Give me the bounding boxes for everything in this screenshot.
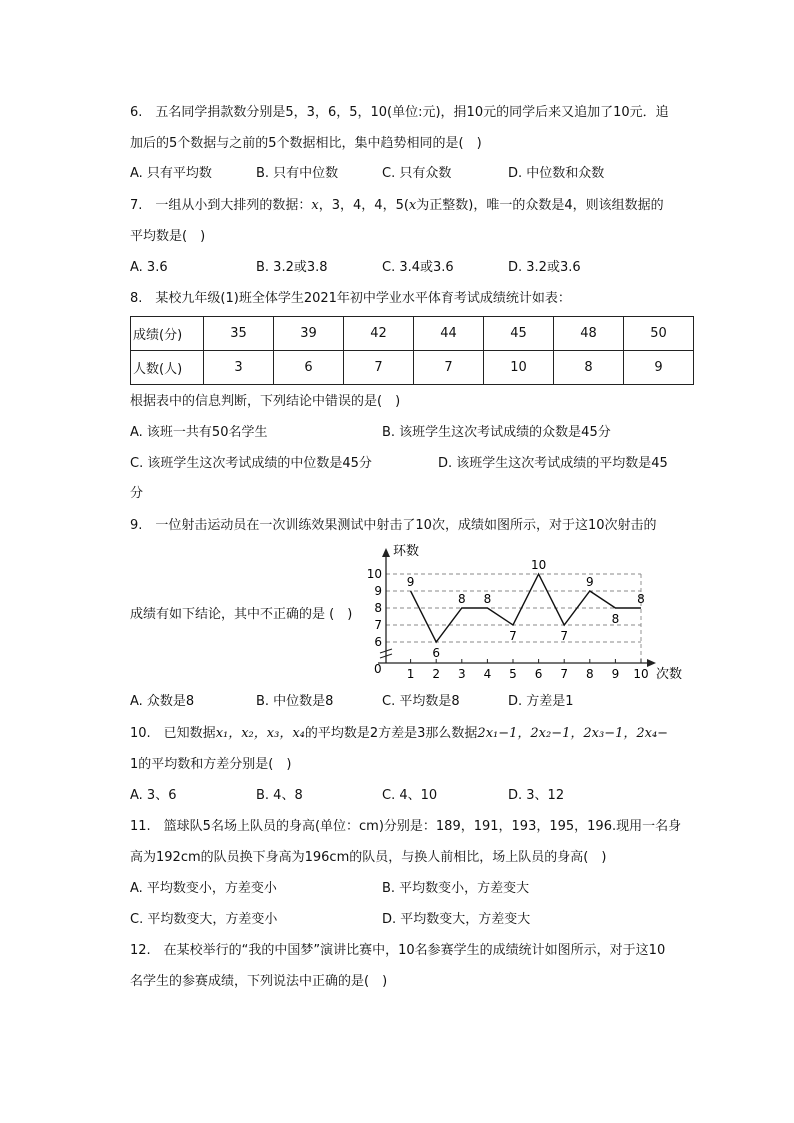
q10-expr: 2x₁−1，2x₂−1，2x₃−1，2x₄− <box>477 726 669 741</box>
y-tick-label: 7 <box>374 618 382 632</box>
q10-text-a: 10. 已知数据 <box>130 726 216 741</box>
x-tick-label: 2 <box>432 667 441 681</box>
table-cell-score: 50 <box>624 317 694 351</box>
x-tick-label: 5 <box>509 667 517 681</box>
q11-stem-line1: 11. 篮球队5名场上队员的身高(单位：cm)分别是：189，191，193，195，196.现用一名身 <box>130 819 682 834</box>
x-tick-label: 3 <box>457 667 466 681</box>
y-tick-label: 6 <box>374 635 382 649</box>
y-axis-label: 环数 <box>393 544 420 559</box>
q12-stem-line2: 名学生的参赛成绩，下列说法中正确的是( ) <box>130 974 388 989</box>
q7-option-d[interactable]: D. 3.2或3.6 <box>508 260 581 275</box>
table-cell-score: 45 <box>484 317 554 351</box>
table-header-count: 人数(人) <box>131 351 204 385</box>
q6-stem-line2: 加后的5个数据与之前的5个数据相比，集中趋势相同的是( ) <box>130 136 482 151</box>
q10-stem-line1 <box>130 725 668 743</box>
x-tick-label: 8 <box>585 667 594 681</box>
x-tick-label: 4 <box>483 667 492 681</box>
data-label: 8 <box>483 592 492 606</box>
q7-option-c[interactable]: C. 3.4或3.6 <box>382 260 454 275</box>
q9-option-a[interactable]: A. 众数是8 <box>130 694 195 709</box>
data-label: 9 <box>585 575 594 589</box>
q6-option-a[interactable]: A. 只有平均数 <box>130 166 212 181</box>
table-cell-count: 8 <box>554 351 624 385</box>
q10-option-b[interactable]: B. 4、8 <box>256 788 303 803</box>
q11-option-d[interactable]: D. 平均数变大，方差变大 <box>382 912 531 927</box>
x-tick-label: 9 <box>611 667 620 681</box>
q7-option-b[interactable]: B. 3.2或3.8 <box>256 260 328 275</box>
x-tick-label: 1 <box>406 667 415 681</box>
chart-y-ticks <box>367 567 382 649</box>
y-tick-label: 8 <box>374 601 382 615</box>
q9-option-c[interactable]: C. 平均数是8 <box>382 694 460 709</box>
table-cell-score: 35 <box>204 317 274 351</box>
q7-var-x: x <box>311 198 319 213</box>
q10-text-b: 的平均数是2方差是3那么数据 <box>304 726 478 741</box>
q8-stem-line1: 8. 某校九年级(1)班全体学生2021年初中学业水平体育考试成绩统计如表： <box>130 291 571 306</box>
table-cell-count: 10 <box>484 351 554 385</box>
table-cell-score: 39 <box>274 317 344 351</box>
y-axis-arrow <box>382 548 390 557</box>
q10-option-d[interactable]: D. 3、12 <box>508 788 565 803</box>
q10-option-a[interactable]: A. 3、6 <box>130 788 177 803</box>
table-cell-count: 9 <box>624 351 694 385</box>
chart-data-labels <box>407 558 645 660</box>
origin-label: 0 <box>374 662 382 676</box>
q11-option-c[interactable]: C. 平均数变大，方差变小 <box>130 912 278 927</box>
table-cell-score: 42 <box>344 317 414 351</box>
q7-text-c: 为正整数)，唯一的众数是4，则该组数据的 <box>416 198 664 213</box>
table-cell-count: 6 <box>274 351 344 385</box>
q9-option-d[interactable]: D. 方差是1 <box>508 694 574 709</box>
x-tick-label: 7 <box>560 667 569 681</box>
q10-vars: x₁，x₂，x₃，x₄ <box>215 726 305 741</box>
x-tick-label: 10 <box>633 667 649 681</box>
q9-option-b[interactable]: B. 中位数是8 <box>256 694 334 709</box>
q7-var-x2: x <box>408 198 417 213</box>
data-label: 8 <box>611 612 620 626</box>
table-cell-count: 3 <box>204 351 274 385</box>
q8-option-d-cont: 分 <box>130 486 144 501</box>
q8-option-c[interactable]: C. 该班学生这次考试成绩的中位数是45分 <box>130 456 372 471</box>
x-tick-label: 6 <box>534 667 543 681</box>
q6-option-b[interactable]: B. 只有中位数 <box>256 166 339 181</box>
q12-stem-line1: 12. 在某校举行的“我的中国梦”演讲比赛中，10名参赛学生的成绩统计如图所示，对于这10 <box>130 943 666 958</box>
q8-after-table: 根据表中的信息判断，下列结论中错误的是( ) <box>130 394 401 409</box>
data-label: 7 <box>509 629 517 643</box>
q6-option-c[interactable]: C. 只有众数 <box>382 166 452 181</box>
y-tick-label: 9 <box>374 584 382 598</box>
x-axis-arrow <box>647 659 656 667</box>
q11-option-b[interactable]: B. 平均数变小，方差变大 <box>382 881 530 896</box>
q8-option-d[interactable]: D. 该班学生这次考试成绩的平均数是45 <box>438 456 668 471</box>
q7-text-b: ，3，4，4，5( <box>318 198 409 213</box>
q11-stem-line2: 高为192cm的队员换下身高为196cm的队员，与换人前相比，场上队员的身高( ) <box>130 850 607 865</box>
chart-x-ticks <box>407 659 649 681</box>
chart-axes <box>374 543 682 682</box>
q10-option-c[interactable]: C. 4、10 <box>382 788 438 803</box>
q9-stem-line2: 成绩有如下结论，其中不正确的是 ( ) <box>130 607 353 622</box>
data-label: 10 <box>530 558 547 572</box>
q8-option-a[interactable]: A. 该班一共有50名学生 <box>130 425 268 440</box>
table-cell-score: 48 <box>554 317 624 351</box>
data-label: 9 <box>406 575 415 589</box>
q6-stem-line1: 6. 五名同学捐款数分别是5，3，6，5，10(单位:元)，捐10元的同学后来又追加了10元．追 <box>130 105 669 120</box>
data-label: 8 <box>457 592 466 606</box>
y-tick-label: 10 <box>366 567 382 581</box>
data-label: 6 <box>432 646 441 660</box>
table-header-score: 成绩(分) <box>131 317 204 351</box>
data-label: 7 <box>560 629 569 643</box>
q11-option-a[interactable]: A. 平均数变小，方差变小 <box>130 881 277 896</box>
q7-stem-line2: 平均数是( ) <box>130 229 206 244</box>
q9-stem-line1: 9. 一位射击运动员在一次训练效果测试中射击了10次，成绩如图所示，对于这10次射击的 <box>130 518 657 533</box>
table-cell-count: 7 <box>344 351 414 385</box>
data-label: 8 <box>637 592 645 606</box>
q6-option-d[interactable]: D. 中位数和众数 <box>508 166 605 181</box>
q8-option-b[interactable]: B. 该班学生这次考试成绩的众数是45分 <box>382 425 611 440</box>
q10-stem-line2: 1的平均数和方差分别是( ) <box>130 757 292 772</box>
q7-option-a[interactable]: A. 3.6 <box>130 260 168 275</box>
table-cell-score: 44 <box>414 317 484 351</box>
q7-text-a: 7. 一组从小到大排列的数据： <box>130 198 312 213</box>
table-cell-count: 7 <box>414 351 484 385</box>
x-axis-label: 次数 <box>656 667 683 682</box>
